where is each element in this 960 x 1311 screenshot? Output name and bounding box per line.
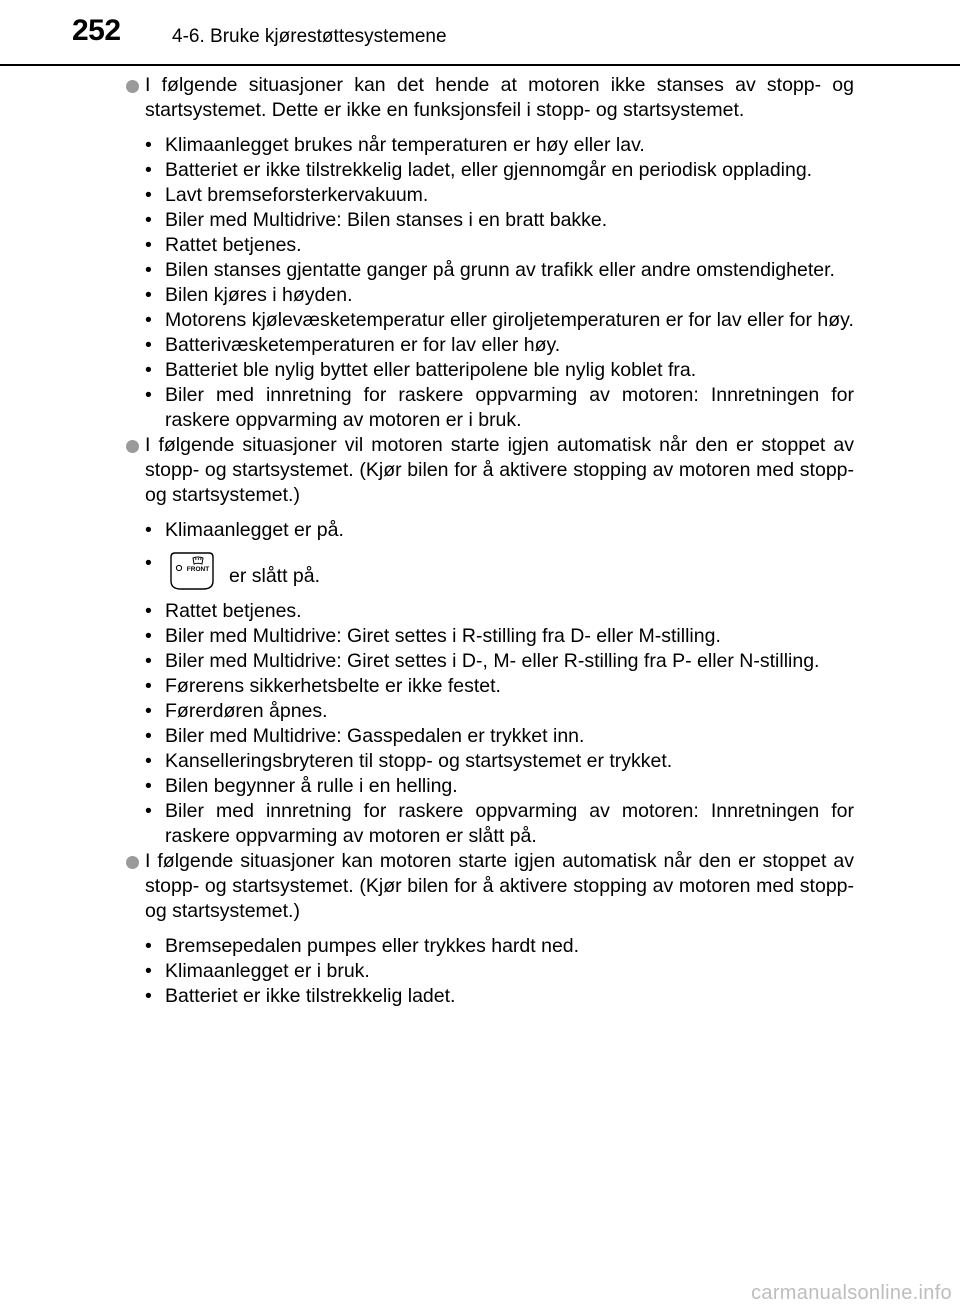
bullet-dot: •: [145, 935, 152, 957]
page-number: 252: [72, 14, 121, 47]
list-item-text: Bilen kjøres i høyden.: [165, 284, 353, 306]
section-lead: I følgende situasjoner kan motoren starte igjen automatisk når den er stoppet av stopp- og startsystemet. (Kjør bilen for å aktivere stopping av motoren med stopp- og startsystemet.): [145, 850, 854, 922]
bullet-dot: •: [145, 775, 152, 797]
bullet-dot: •: [145, 650, 152, 672]
list-item-text: Klimaanlegget brukes når temperaturen er høy eller lav.: [165, 134, 645, 156]
list-item-text: Bilen stanses gjentatte ganger på grunn av trafikk eller andre omstendigheter.: [165, 259, 835, 281]
list-item: [145, 308, 854, 333]
list-item-switch: [145, 551, 854, 591]
list-item: [145, 699, 854, 724]
section-no-stop: [128, 73, 854, 433]
bullet-dot: •: [145, 134, 152, 156]
list-item: [145, 283, 854, 308]
list-item: [145, 674, 854, 699]
page-content: [128, 68, 854, 1009]
bullet-dot: •: [145, 725, 152, 747]
section-may-restart: [128, 849, 854, 1009]
list-item: [145, 649, 854, 674]
list-item: [145, 183, 854, 208]
bullet-dot: •: [145, 625, 152, 647]
bullet-dot: •: [145, 259, 152, 281]
list-item: [145, 959, 854, 984]
section-lead: I følgende situasjoner vil motoren starte igjen automatisk når den er stoppet av stopp- og startsystemet. (Kjør bilen for å aktivere stopping av motoren med stopp- og startsystemet.): [145, 434, 854, 506]
list-item-text: Førerdøren åpnes.: [165, 700, 328, 722]
bullet-dot: •: [145, 209, 152, 231]
bullet-list: [145, 599, 854, 849]
bullet-list: [145, 518, 854, 591]
bullet-dot: •: [145, 675, 152, 697]
section-lead: I følgende situasjoner kan det hende at motoren ikke stanses av stopp- og startsystemet. Dette er ikke en funksjonsfeil i stopp- og startsystemet.: [145, 74, 854, 121]
list-item-text: Motorens kjølevæsketemperatur eller giroljetemperaturen er for lav eller for høy.: [165, 309, 854, 331]
list-item-text: Batteriet ble nylig byttet eller batteripolene ble nylig koblet fra.: [165, 359, 697, 381]
list-item: [145, 624, 854, 649]
bullet-dot: •: [145, 159, 152, 181]
list-item: [145, 358, 854, 383]
bullet-dot: •: [145, 234, 152, 256]
footer-watermark: carmanualsonline.info: [751, 1282, 952, 1304]
list-item: [145, 158, 854, 183]
list-item: [145, 599, 854, 624]
list-item-text: er slått på.: [229, 565, 321, 587]
list-item: [145, 724, 854, 749]
list-item-text: Lavt bremseforsterkervakuum.: [165, 184, 429, 206]
bullet-dot: •: [145, 309, 152, 331]
list-item-text: Biler med innretning for raskere oppvarming av motoren: Innretningen for raskere oppvarming av motoren er slått på.: [165, 800, 854, 847]
list-item: [145, 383, 854, 433]
list-item-text: Bilen begynner å rulle i en helling.: [165, 775, 458, 797]
list-item-text: Biler med Multidrive: Bilen stanses i en bratt bakke.: [165, 209, 608, 231]
list-item-text: Batterivæsketemperaturen er for lav eller høy.: [165, 334, 561, 356]
list-item-text: Kanselleringsbryteren til stopp- og startsystemet er trykket.: [165, 750, 673, 772]
list-item: [145, 799, 854, 849]
header-rule: [0, 64, 960, 66]
bullet-list: [145, 133, 854, 433]
list-item: [145, 984, 854, 1009]
list-item: [145, 208, 854, 233]
bullet-dot: •: [145, 284, 152, 306]
circle-icon: [126, 856, 139, 869]
bullet-dot: •: [145, 750, 152, 772]
front-defogger-switch-icon: [169, 551, 215, 591]
bullet-dot: •: [145, 600, 152, 622]
bullet-dot: •: [145, 985, 152, 1007]
list-item-text: Biler med Multidrive: Giret settes i R-stilling fra D- eller M-stilling.: [165, 625, 721, 647]
bullet-dot: •: [145, 700, 152, 722]
list-item: [145, 749, 854, 774]
list-item: [145, 133, 854, 158]
bullet-dot: •: [145, 519, 152, 541]
switch-icon-label: FRONT: [186, 566, 210, 573]
list-item-text: Biler med Multidrive: Gasspedalen er trykket inn.: [165, 725, 585, 747]
list-item: [145, 774, 854, 799]
circle-icon: [126, 80, 139, 93]
list-item-text: Bremsepedalen pumpes eller trykkes hardt ned.: [165, 935, 580, 957]
list-item: [145, 934, 854, 959]
list-item-text: Rattet betjenes.: [165, 234, 302, 256]
list-item: [145, 233, 854, 258]
list-item-text: Batteriet er ikke tilstrekkelig ladet, eller gjennomgår en periodisk opplading.: [165, 159, 813, 181]
list-item-text: Batteriet er ikke tilstrekkelig ladet.: [165, 985, 456, 1007]
list-item: [145, 518, 854, 543]
header-title: 4-6. Bruke kjørestøttesystemene: [172, 26, 447, 47]
bullet-dot: •: [145, 552, 152, 574]
circle-icon: [126, 440, 139, 453]
list-item: [145, 258, 854, 283]
bullet-dot: •: [145, 800, 152, 822]
list-item-text: Rattet betjenes.: [165, 600, 302, 622]
bullet-dot: •: [145, 960, 152, 982]
bullet-dot: •: [145, 334, 152, 356]
section-auto-restart: [128, 433, 854, 849]
list-item-text: Biler med Multidrive: Giret settes i D-, M- eller R-stilling fra P- eller N-stilling.: [165, 650, 820, 672]
bullet-dot: •: [145, 384, 152, 406]
list-item-text: Klimaanlegget er i bruk.: [165, 960, 370, 982]
list-item-text: Klimaanlegget er på.: [165, 519, 344, 541]
list-item: [145, 333, 854, 358]
list-item-text: Førerens sikkerhetsbelte er ikke festet.: [165, 675, 501, 697]
bullet-dot: •: [145, 184, 152, 206]
list-item-text: Biler med innretning for raskere oppvarming av motoren: Innretningen for raskere oppvarming av motoren er i bruk.: [165, 384, 854, 431]
bullet-dot: •: [145, 359, 152, 381]
bullet-list: [145, 934, 854, 1009]
